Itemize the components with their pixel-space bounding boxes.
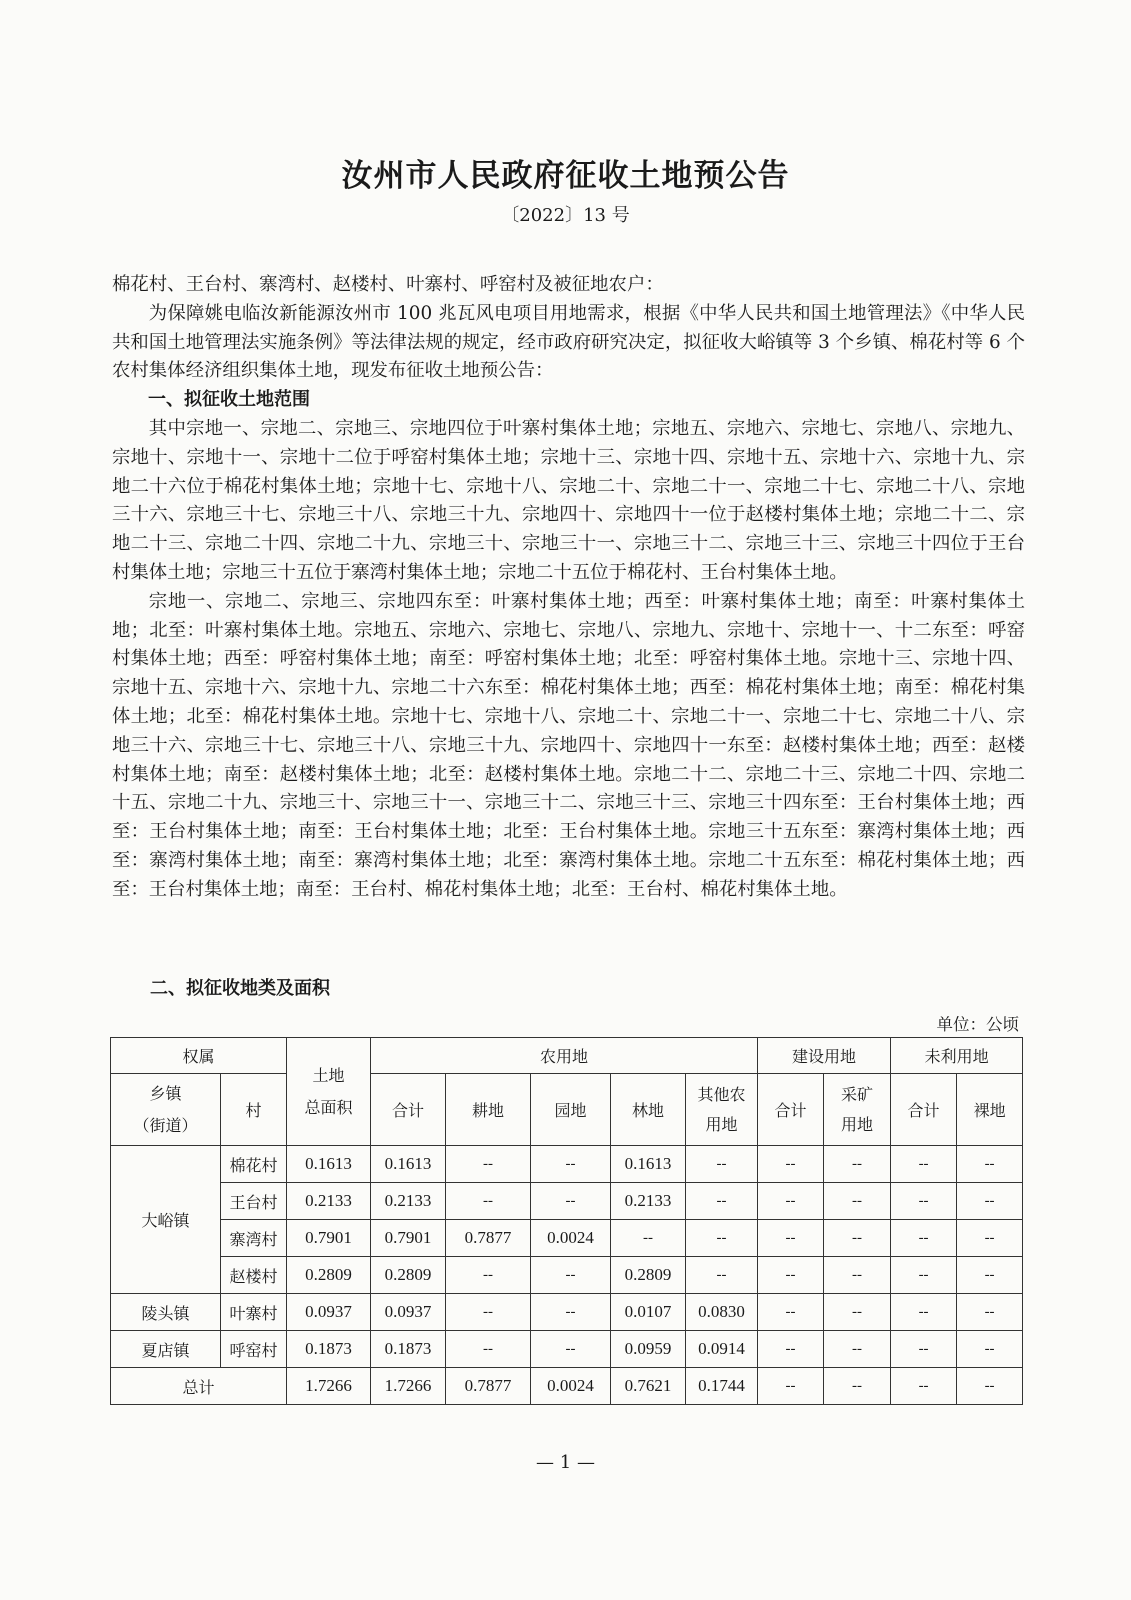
table-row — [111, 1183, 1023, 1220]
header-construction-subtotal: 合计 — [758, 1074, 824, 1146]
document-body — [112, 271, 1025, 905]
value-cell: -- — [531, 1294, 611, 1331]
value-cell: -- — [446, 1257, 531, 1294]
section1-paragraph-2: 宗地一、宗地二、宗地三、宗地四东至：叶寨村集体土地；西至：叶寨村集体土地；南至：叶寨村集体土地；北至：叶寨村集体土地。宗地五、宗地六、宗地七、宗地八、宗地九、宗地十、宗地十一、十二东至：呼窑村集体土地；西至：呼窑村集体土地；南至：呼窑村集体土地；北至：呼窑村集体土地。宗地十三、宗地十四、宗地十五、宗地十六、宗地十九、宗地二十六东至：棉花村集体土地；西至：棉花村集体土地；南至：棉花村集体土地；北至：棉花村集体土地。宗地十七、宗地十八、宗地二十、宗地二十一、宗地二十七、宗地二十八、宗地三十六、宗地三十七、宗地三十八、宗地三十九、宗地四十、宗地四十一东至：赵楼村集体土地；西至：赵楼村集体土地；南至：赵楼村集体土地；北至：赵楼村集体土地。宗地二十二、宗地二十三、宗地二十四、宗地二十五、宗地二十九、宗地三十、宗地三十一、宗地三十二、宗地三十三、宗地三十四东至：王台村集体土地；西至：王台村集体土地；南至：王台村集体土地；北至：王台村集体土地。宗地三十五东至：寨湾村集体土地；西至：寨湾村集体土地；南至：寨湾村集体土地；北至：寨湾村集体土地。宗地二十五东至：棉花村集体土地；西至：王台村集体土地；南至：王台村、棉花村集体土地；北至：王台村、棉花村集体土地。 — [112, 590, 1025, 900]
value-cell: -- — [758, 1146, 824, 1183]
value-cell: -- — [686, 1146, 758, 1183]
value-cell: -- — [824, 1183, 891, 1220]
value-cell: 0.1873 — [287, 1331, 371, 1368]
header-other-farm: 其他农 用地 — [686, 1074, 758, 1146]
value-cell: -- — [957, 1183, 1023, 1220]
header-cultivated: 耕地 — [446, 1074, 531, 1146]
land-area-table — [110, 1037, 1023, 1405]
value-cell: 0.0959 — [611, 1331, 686, 1368]
value-cell: -- — [531, 1146, 611, 1183]
township-cell: 夏店镇 — [111, 1331, 221, 1368]
section1-paragraph-1: 其中宗地一、宗地二、宗地三、宗地四位于叶寨村集体土地；宗地五、宗地六、宗地七、宗地八、宗地九、宗地十、宗地十一、宗地十二位于呼窑村集体土地；宗地十三、宗地十四、宗地十五、宗地十六、宗地十九、宗地二十六位于棉花村集体土地；宗地十七、宗地十八、宗地二十、宗地二十一、宗地二十七、宗地二十八、宗地三十六、宗地三十七、宗地三十八、宗地三十九、宗地四十、宗地四十一位于赵楼村集体土地；宗地二十二、宗地二十三、宗地二十四、宗地二十九、宗地三十、宗地三十一、宗地三十二、宗地三十三、宗地三十四位于王台村集体土地；宗地三十五位于寨湾村集体土地；宗地二十五位于棉花村、王台村集体土地。 — [112, 417, 1025, 583]
section2-heading: 二、拟征收地类及面积 — [150, 978, 330, 999]
value-cell: 0.0024 — [531, 1220, 611, 1257]
value-cell: 0.7901 — [287, 1220, 371, 1257]
value-cell: 0.0107 — [611, 1294, 686, 1331]
total-value-cell: 0.7877 — [446, 1368, 531, 1405]
header-garden: 园地 — [531, 1074, 611, 1146]
total-value-cell: 0.0024 — [531, 1368, 611, 1405]
value-cell: -- — [531, 1183, 611, 1220]
village-cell: 棉花村 — [221, 1146, 287, 1183]
header-ownership: 权属 — [111, 1038, 287, 1074]
value-cell: 0.2809 — [371, 1257, 446, 1294]
header-unused: 未利用地 — [891, 1038, 1023, 1074]
township-cell: 陵头镇 — [111, 1294, 221, 1331]
value-cell: -- — [531, 1257, 611, 1294]
total-row — [111, 1368, 1023, 1405]
page-number: — 1 — — [536, 1452, 595, 1473]
value-cell: 0.1613 — [371, 1146, 446, 1183]
value-cell: -- — [957, 1294, 1023, 1331]
value-cell: 0.1613 — [287, 1146, 371, 1183]
salutation: 棉花村、王台村、寨湾村、赵楼村、叶寨村、呼窑村及被征地农户： — [112, 274, 664, 295]
intro-paragraph: 为保障姚电临汝新能源汝州市 100 兆瓦风电项目用地需求，根据《中华人民共和国土地管理法》《中华人民共和国土地管理法实施条例》等法律法规的规定，经市政府研究决定，拟征收大峪镇等 3 个乡镇、棉花村等 6 个农村集体经济组织集体土地，现发布征收土地预公告： — [112, 302, 1025, 382]
value-cell: -- — [957, 1220, 1023, 1257]
value-cell: -- — [824, 1294, 891, 1331]
value-cell: -- — [891, 1183, 957, 1220]
total-value-cell: 0.7621 — [611, 1368, 686, 1405]
value-cell: 0.2133 — [287, 1183, 371, 1220]
header-farmland: 农用地 — [371, 1038, 758, 1074]
value-cell: -- — [446, 1146, 531, 1183]
value-cell: -- — [758, 1294, 824, 1331]
value-cell: -- — [957, 1257, 1023, 1294]
value-cell: -- — [446, 1331, 531, 1368]
township-cell: 大峪镇 — [111, 1146, 221, 1294]
unit-label: 单位：公顷 — [936, 1015, 1019, 1034]
value-cell: 0.7877 — [446, 1220, 531, 1257]
total-value-cell: -- — [891, 1368, 957, 1405]
total-value-cell: 1.7266 — [371, 1368, 446, 1405]
total-value-cell: -- — [957, 1368, 1023, 1405]
value-cell: 0.0830 — [686, 1294, 758, 1331]
value-cell: 0.2809 — [611, 1257, 686, 1294]
table-row — [111, 1146, 1023, 1183]
value-cell: 0.2133 — [611, 1183, 686, 1220]
value-cell: -- — [758, 1331, 824, 1368]
value-cell: -- — [824, 1331, 891, 1368]
village-cell: 呼窑村 — [221, 1331, 287, 1368]
value-cell: -- — [686, 1257, 758, 1294]
header-village: 村 — [221, 1074, 287, 1146]
header-bare: 裸地 — [957, 1074, 1023, 1146]
value-cell: 0.1873 — [371, 1331, 446, 1368]
total-value-cell: -- — [824, 1368, 891, 1405]
value-cell: -- — [611, 1220, 686, 1257]
value-cell: -- — [824, 1146, 891, 1183]
header-construction: 建设用地 — [758, 1038, 891, 1074]
village-cell: 叶寨村 — [221, 1294, 287, 1331]
value-cell: -- — [446, 1294, 531, 1331]
value-cell: 0.0914 — [686, 1331, 758, 1368]
value-cell: -- — [824, 1220, 891, 1257]
village-cell: 王台村 — [221, 1183, 287, 1220]
value-cell: -- — [758, 1220, 824, 1257]
document-title: 汝州市人民政府征收土地预公告 — [341, 158, 790, 194]
header-mining: 采矿 用地 — [824, 1074, 891, 1146]
header-township: 乡镇 （街道） — [111, 1074, 221, 1146]
value-cell: 0.1613 — [611, 1146, 686, 1183]
section1-heading: 一、拟征收土地范围 — [148, 389, 310, 411]
header-farm-subtotal: 合计 — [371, 1074, 446, 1146]
value-cell: -- — [891, 1294, 957, 1331]
value-cell: 0.2133 — [371, 1183, 446, 1220]
value-cell: -- — [446, 1183, 531, 1220]
value-cell: -- — [686, 1183, 758, 1220]
total-label: 总计 — [111, 1368, 287, 1405]
table-row — [111, 1331, 1023, 1368]
village-cell: 寨湾村 — [221, 1220, 287, 1257]
total-value-cell: 0.1744 — [686, 1368, 758, 1405]
value-cell: -- — [957, 1146, 1023, 1183]
value-cell: -- — [891, 1257, 957, 1294]
value-cell: 0.0937 — [371, 1294, 446, 1331]
table-row — [111, 1257, 1023, 1294]
value-cell: -- — [891, 1220, 957, 1257]
village-cell: 赵楼村 — [221, 1257, 287, 1294]
value-cell: 0.2809 — [287, 1257, 371, 1294]
value-cell: -- — [891, 1331, 957, 1368]
value-cell: -- — [824, 1257, 891, 1294]
total-value-cell: -- — [758, 1368, 824, 1405]
value-cell: 0.0937 — [287, 1294, 371, 1331]
document-number: 〔2022〕13 号 — [501, 205, 630, 226]
value-cell: -- — [891, 1146, 957, 1183]
value-cell: -- — [758, 1183, 824, 1220]
header-total-area: 土地 总面积 — [287, 1038, 371, 1146]
value-cell: -- — [686, 1220, 758, 1257]
total-value-cell: 1.7266 — [287, 1368, 371, 1405]
table-row — [111, 1220, 1023, 1257]
value-cell: 0.7901 — [371, 1220, 446, 1257]
value-cell: -- — [758, 1257, 824, 1294]
header-unused-subtotal: 合计 — [891, 1074, 957, 1146]
value-cell: -- — [531, 1331, 611, 1368]
table-row — [111, 1294, 1023, 1331]
value-cell: -- — [957, 1331, 1023, 1368]
header-forest: 林地 — [611, 1074, 686, 1146]
